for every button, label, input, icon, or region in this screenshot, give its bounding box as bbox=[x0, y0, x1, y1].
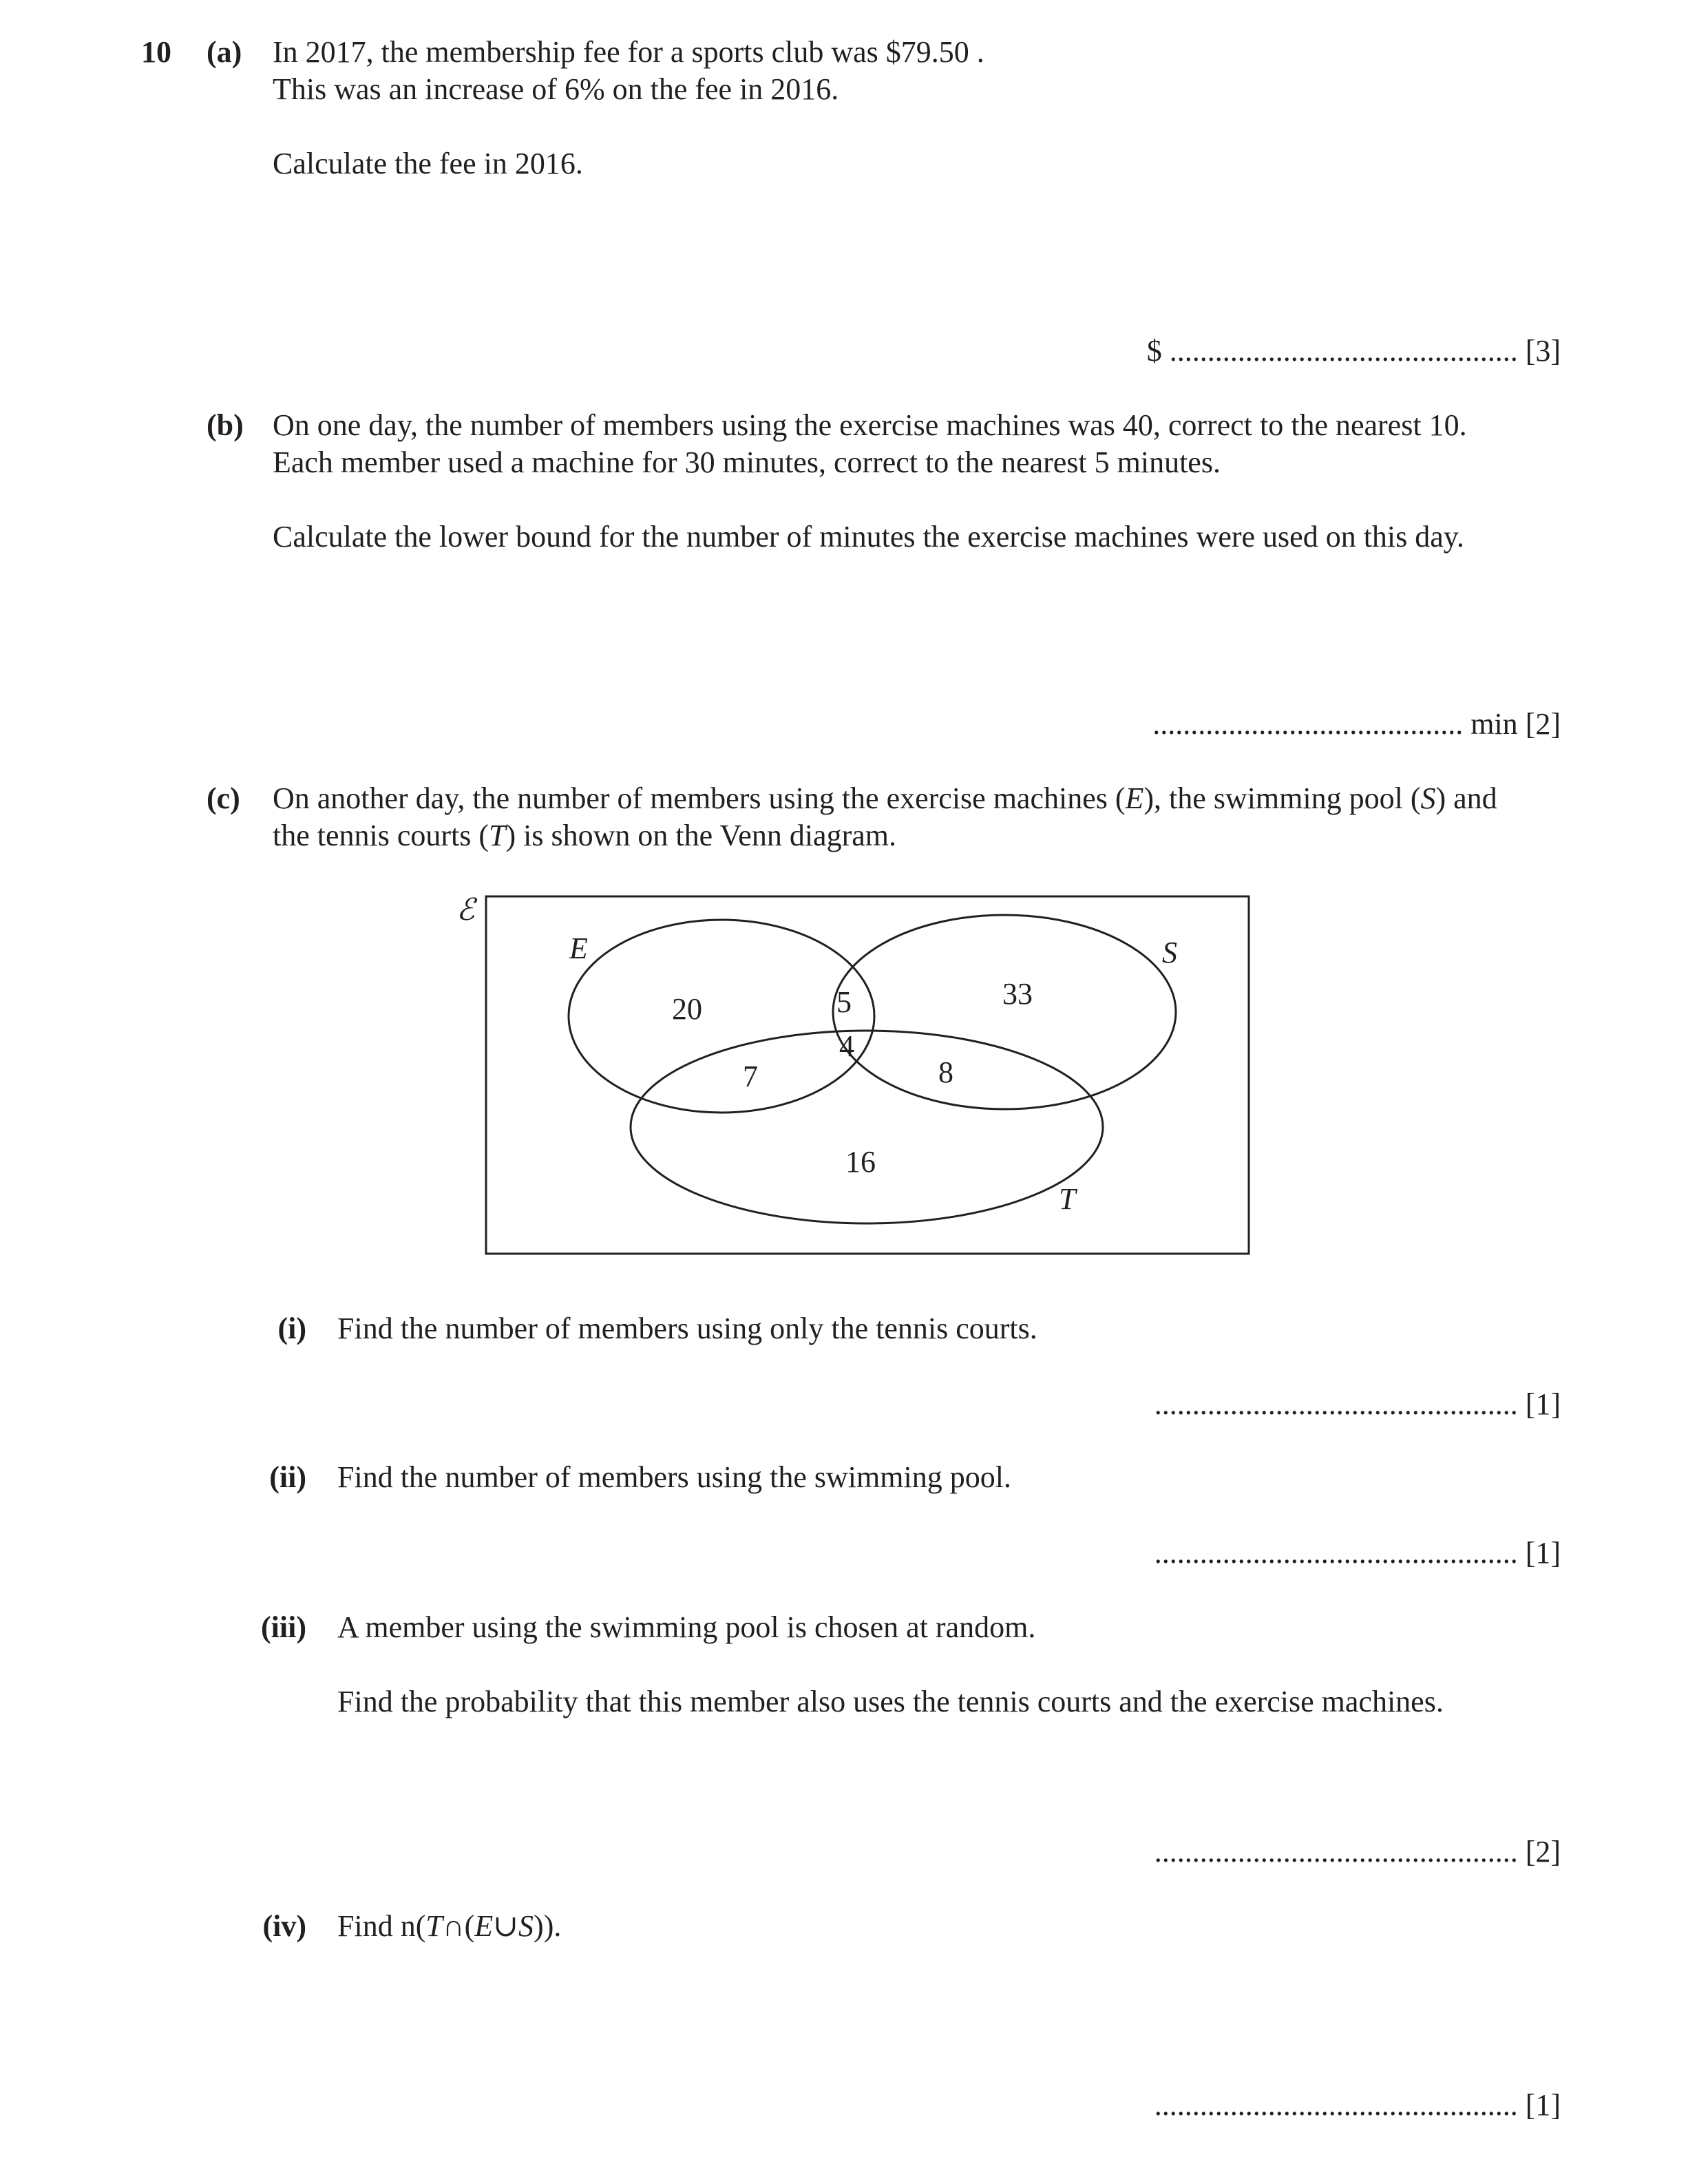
region-e-and-t-only: 7 bbox=[743, 1060, 758, 1093]
marks: [1] bbox=[1525, 1387, 1561, 1421]
marks: [1] bbox=[1525, 2088, 1561, 2122]
answer-blank[interactable]: ................................................ bbox=[1154, 1387, 1518, 1421]
sub-ii-label: (ii) bbox=[269, 1460, 306, 1494]
answer-dollar-prefix: $ bbox=[1146, 334, 1162, 368]
part-c-line1: On another day, the number of members using the exercise machines (E), the swimming pool (S) and bbox=[273, 781, 1497, 815]
part-c-line2: the tennis courts (T) is shown on the Venn diagram. bbox=[273, 819, 896, 852]
region-e-and-s-only: 5 bbox=[836, 985, 852, 1019]
marks: [2] bbox=[1525, 1835, 1561, 1869]
region-s-only: 33 bbox=[1002, 977, 1033, 1011]
sub-iii-line1: A member using the swimming pool is chosen at random. bbox=[337, 1610, 1036, 1644]
answer-blank[interactable]: ................................................ bbox=[1154, 1835, 1518, 1869]
sub-iii-line2: Find the probability that this member also uses the tennis courts and the exercise machines. bbox=[337, 1685, 1444, 1718]
set-e-ellipse bbox=[569, 920, 874, 1113]
venn-label-s: S bbox=[1162, 936, 1177, 969]
region-s-and-t-only: 8 bbox=[938, 1055, 953, 1089]
part-b-label: (b) bbox=[207, 408, 244, 442]
part-a-instruction: Calculate the fee in 2016. bbox=[273, 147, 583, 180]
answer-blank[interactable]: ................................................ bbox=[1154, 2088, 1518, 2122]
part-a-line1: In 2017, the membership fee for a sports club was $79.50 . bbox=[273, 35, 984, 69]
universal-set-symbol: ℰ bbox=[456, 893, 475, 927]
sub-iv-text: Find n(T∩(E∪S)). bbox=[337, 1909, 562, 1943]
sub-iii-label: (iii) bbox=[261, 1610, 306, 1644]
part-a-answer-line bbox=[1147, 336, 1561, 366]
answer-unit: min bbox=[1470, 707, 1518, 741]
sub-ii-text: Find the number of members using the swimming pool. bbox=[337, 1460, 1011, 1494]
part-b-line1: On one day, the number of members using the exercise machines was 40, correct to the nearest 10. bbox=[273, 408, 1467, 442]
region-e-s-t: 4 bbox=[839, 1029, 854, 1063]
answer-blank[interactable]: .............................................. bbox=[1169, 334, 1518, 368]
part-a-label: (a) bbox=[207, 35, 242, 69]
intersection-symbol: ∩ bbox=[442, 1909, 465, 1943]
venn-label-t: T bbox=[1059, 1182, 1076, 1216]
part-a-line2: This was an increase of 6% on the fee in 2016. bbox=[273, 72, 839, 106]
sub-i-text: Find the number of members using only the tennis courts. bbox=[337, 1312, 1037, 1345]
set-t-ellipse bbox=[631, 1031, 1103, 1223]
part-b-line2: Each member used a machine for 30 minutes, correct to the nearest 5 minutes. bbox=[273, 445, 1221, 479]
set-s-symbol: S bbox=[1420, 781, 1436, 815]
sub-ii-answer-line bbox=[1155, 1538, 1561, 1568]
region-t-only: 16 bbox=[845, 1145, 876, 1179]
marks: [3] bbox=[1525, 334, 1561, 368]
answer-blank[interactable]: ................................................ bbox=[1154, 1536, 1518, 1570]
venn-label-e: E bbox=[569, 932, 588, 965]
part-b-instruction: Calculate the lower bound for the number of minutes the exercise machines were used on this day. bbox=[273, 520, 1464, 554]
marks: [2] bbox=[1525, 707, 1561, 741]
sub-iv-label: (iv) bbox=[262, 1909, 306, 1943]
part-b-answer-line bbox=[1152, 709, 1561, 739]
sub-i-answer-line bbox=[1155, 1389, 1561, 1420]
set-e-symbol: E bbox=[1125, 781, 1144, 815]
set-s-ellipse bbox=[833, 915, 1176, 1109]
set-t-symbol: T bbox=[489, 819, 506, 852]
question-number: 10 bbox=[141, 35, 171, 69]
part-c-label: (c) bbox=[207, 781, 240, 815]
region-e-only: 20 bbox=[672, 992, 702, 1026]
sub-iv-answer-line bbox=[1155, 2090, 1561, 2121]
sub-iii-answer-line bbox=[1155, 1837, 1561, 1867]
marks: [1] bbox=[1525, 1536, 1561, 1570]
answer-blank[interactable]: ......................................... bbox=[1152, 707, 1464, 741]
union-symbol: ∪ bbox=[493, 1909, 519, 1943]
sub-i-label: (i) bbox=[277, 1312, 306, 1345]
universal-set-rectangle bbox=[486, 896, 1249, 1254]
